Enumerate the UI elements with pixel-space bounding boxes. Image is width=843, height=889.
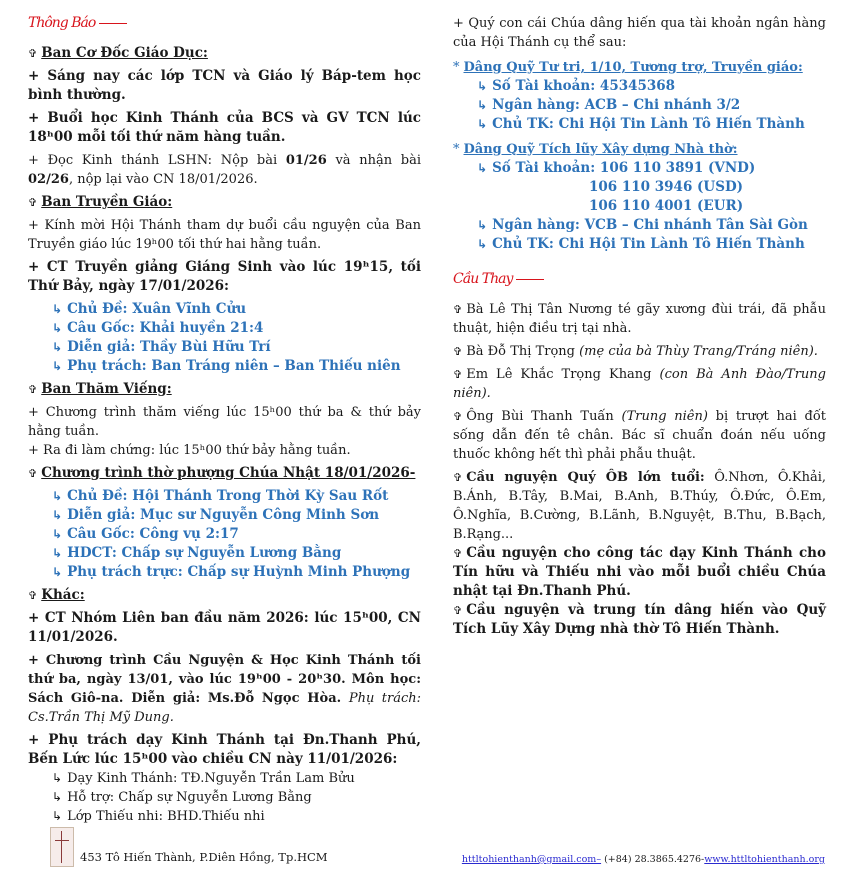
cross-icon: ✞: [453, 471, 463, 484]
hook-arrow-icon: ↳: [52, 771, 63, 785]
cross-icon: ✞: [28, 47, 38, 60]
list-item-text: Ngân hàng: ACB – Chi nhánh 3/2: [492, 97, 741, 113]
text-segment: Bà Lê Thị Tân Nương té gãy xương đùi trái, đã phẫu thuật, hiện điều trị tại nhà.: [453, 302, 826, 336]
list-item-text: 106 110 4001 (EUR): [589, 198, 744, 214]
hook-arrow-icon: ↳: [477, 98, 488, 112]
list-item-text: Số Tài khoản: 45345368: [492, 78, 676, 94]
hook-arrow-icon: ↳: [52, 302, 63, 316]
list-item: [28, 487, 421, 506]
cross-icon: ✞: [28, 589, 38, 602]
text-segment: bị trượt hai đốt sống dẫn đến tê chân. Bác sĩ chuẩn đoán nếu uống thuốc không hết thì phải phẫu thuật.: [453, 409, 827, 462]
paragraph: [453, 468, 826, 544]
fund-heading-label: Dâng Quỹ Tư tri, 1/10, Tương trợ, Truyền giáo:: [463, 60, 803, 75]
hook-arrow-icon: ↳: [477, 117, 488, 131]
cross-icon: ✞: [453, 604, 463, 617]
paragraph: [453, 365, 826, 403]
list-item: [453, 235, 826, 254]
cross-icon: ✞: [453, 345, 463, 358]
text-segment: + Buổi học Kinh Thánh của BCS và GV TCN lúc 18ʰ00 mỗi tối thứ năm hàng tuần.: [28, 110, 421, 145]
list-item-text: Chủ Đề: Xuân Vĩnh Cửu: [67, 301, 247, 317]
list-item: [28, 769, 421, 788]
paragraph: [28, 258, 421, 296]
paragraph: [453, 14, 826, 52]
text-segment: + Phụ trách dạy Kinh Thánh tại Đn.Thanh Phú, Bến Lức lúc 15ʰ00 vào chiều CN này 11/01/2026:: [28, 732, 421, 767]
footer-contact: [462, 854, 825, 865]
section-heading: [28, 44, 421, 63]
cross-icon: ✞: [28, 383, 38, 396]
list-item-text: Ngân hàng: VCB – Chi nhánh Tân Sài Gòn: [492, 217, 808, 233]
list-item-text: Câu Gốc: Khải huyền 21:4: [67, 320, 264, 336]
church-logo: [50, 827, 74, 867]
list-item-text: 106 110 3946 (USD): [589, 179, 744, 195]
list-item: [28, 563, 421, 582]
text-segment: và nhận bài: [326, 153, 421, 168]
spacer: [453, 254, 826, 270]
list-item-text: Hỗ trợ: Chấp sự Nguyễn Lương Bằng: [67, 790, 312, 805]
text-segment: Bà Đỗ Thị Trọng: [466, 344, 580, 359]
asterisk-icon: *: [453, 60, 460, 75]
section-title: [453, 270, 826, 294]
list-item: [453, 96, 826, 115]
paragraph: [28, 151, 421, 189]
fund-heading: [453, 58, 826, 77]
left-column: [28, 14, 421, 826]
text-segment: + CT Truyền giảng Giáng Sinh vào lúc 19ʰ15, tối Thứ Bảy, ngày 17/01/2026:: [28, 259, 421, 294]
hook-arrow-icon: ↳: [52, 565, 63, 579]
list-item: [28, 319, 421, 338]
list-item: [453, 77, 826, 96]
text-segment: Phụ trách: Cs.Trần Thị Mỹ Dung.: [28, 691, 421, 725]
section-heading-label: Khác:: [41, 587, 85, 603]
hook-arrow-icon: ↳: [52, 790, 63, 804]
text-segment: + Chương trình Cầu Nguyện & Học Kinh Thánh tối thứ ba, ngày 13/01, vào lúc 19ʰ00 - 20ʰ30. Môn học: Sách Giô-na. Diễn giả: Ms.Đỗ Ngọc Hòa.: [28, 653, 421, 706]
title-underline: [99, 23, 127, 24]
text-segment: , nộp lại vào CN 18/01/2026.: [68, 172, 258, 187]
text-segment: Cầu nguyện Quý ÔB lớn tuổi:: [466, 470, 705, 485]
list-item-text: Chủ TK: Chi Hội Tin Lành Tô Hiến Thành: [492, 116, 805, 132]
section-heading: [28, 586, 421, 605]
paragraph: [453, 407, 826, 464]
hook-arrow-icon: ↳: [52, 321, 63, 335]
text-segment: + Kính mời Hội Thánh tham dự buổi cầu nguyện của Ban Truyền giáo lúc 19ʰ00 tối thứ hai hằng tuần.: [28, 218, 421, 252]
section-heading-label: Ban Thăm Viếng:: [41, 381, 172, 397]
section-heading: [28, 464, 421, 483]
hook-arrow-icon: ↳: [52, 527, 63, 541]
paragraph: [28, 731, 421, 769]
website-link[interactable]: www.httltohienthanh.org: [704, 854, 825, 865]
paragraph: [28, 109, 421, 147]
paragraph: [28, 216, 421, 254]
section-heading: [28, 380, 421, 399]
list-item: [28, 788, 421, 807]
paragraph: [453, 601, 826, 639]
list-item: [453, 197, 826, 216]
paragraph: [28, 403, 421, 441]
paragraph: [453, 342, 826, 361]
hook-arrow-icon: ↳: [52, 508, 63, 522]
list-item: [28, 338, 421, 357]
list-item: [453, 159, 826, 178]
section-title-text: Thông Báo: [28, 15, 96, 31]
section-title-text: Cầu Thay: [453, 271, 513, 287]
fund-heading: [453, 140, 826, 159]
list-item: [28, 807, 421, 826]
paragraph: [453, 544, 826, 601]
cross-icon: ✞: [28, 196, 38, 209]
paragraph: [453, 300, 826, 338]
hook-arrow-icon: ↳: [52, 340, 63, 354]
cross-icon: ✞: [453, 547, 463, 560]
hook-arrow-icon: ↳: [477, 237, 488, 251]
cross-icon: ✞: [453, 410, 463, 423]
hook-arrow-icon: ↳: [52, 809, 63, 823]
hook-arrow-icon: ↳: [477, 79, 488, 93]
list-item-text: HDCT: Chấp sự Nguyễn Lương Bằng: [67, 545, 342, 561]
right-column: [453, 14, 826, 643]
text-segment: (con Bà Anh Đào/Trung niên).: [453, 367, 826, 401]
list-item: [28, 300, 421, 319]
cross-icon: ✞: [28, 467, 38, 480]
list-item-text: Phụ trách trực: Chấp sự Huỳnh Minh Phượng: [67, 564, 411, 580]
list-item-text: Phụ trách: Ban Tráng niên – Ban Thiếu niên: [67, 358, 401, 374]
text-segment: + Ra đi làm chứng: lúc 15ʰ00 thứ bảy hằng tuần.: [28, 443, 351, 458]
text-segment: (mẹ của bà Thùy Trang/Tráng niên).: [579, 344, 818, 359]
section-heading-label: Ban Cơ Đốc Giáo Dục:: [41, 45, 208, 61]
text-segment: + Đọc Kinh thánh LSHN: Nộp bài: [28, 153, 286, 168]
paragraph: [28, 441, 421, 460]
list-item-text: Dạy Kinh Thánh: TĐ.Nguyễn Trần Lam Bửu: [67, 771, 355, 786]
list-item-text: Lớp Thiếu nhi: BHD.Thiếu nhi: [67, 809, 265, 824]
phone: (+84) 28.3865.4276-: [601, 854, 705, 865]
section-heading-label: Chương trình thờ phượng Chúa Nhật 18/01/2026-: [41, 465, 416, 481]
hook-arrow-icon: ↳: [477, 161, 488, 175]
text-segment: + Chương trình thăm viếng lúc 15ʰ00 thứ ba & thứ bảy hằng tuần.: [28, 405, 421, 439]
text-segment: Cầu nguyện và trung tín dâng hiến vào Quỹ Tích Lũy Xây Dựng nhà thờ Tô Hiến Thành.: [453, 602, 826, 637]
asterisk-icon: *: [453, 142, 460, 157]
text-segment: + CT Nhóm Liên ban đầu năm 2026: lúc 15ʰ00, CN 11/01/2026.: [28, 610, 421, 645]
list-item: [453, 216, 826, 235]
hook-arrow-icon: ↳: [52, 489, 63, 503]
list-item: [28, 506, 421, 525]
text-segment: + Quý con cái Chúa dâng hiến qua tài khoản ngân hàng của Hội Thánh cụ thể sau:: [453, 16, 826, 50]
text-segment: 02/26: [28, 172, 69, 187]
fund-heading-label: Dâng Quỹ Tích lũy Xây dựng Nhà thờ:: [463, 142, 738, 157]
list-item: [28, 544, 421, 563]
hook-arrow-icon: ↳: [52, 546, 63, 560]
paragraph: [28, 609, 421, 647]
paragraph: [28, 651, 421, 727]
paragraph: [28, 67, 421, 105]
list-item-text: Chủ TK: Chi Hội Tin Lành Tô Hiến Thành: [492, 236, 805, 252]
list-item: [453, 178, 826, 197]
text-segment: Ô.Nhơn, Ô.Khải, B.Ánh, B.Tây, B.Mai, B.Anh, B.Thúy, Ô.Đức, Ô.Em, Ô.Nghĩa, B.Cường, B.Lãnh, B.Nguyệt, B.Thu, B.Bạch, B.Rạng...: [453, 470, 826, 542]
email-link[interactable]: httltohienthanh@gmail.com–: [461, 854, 602, 865]
list-item-text: Số Tài khoản: 106 110 3891 (VND): [492, 160, 756, 176]
list-item-text: Diễn giả: Mục sư Nguyễn Công Minh Sơn: [67, 507, 380, 523]
list-item-text: Chủ Đề: Hội Thánh Trong Thời Kỳ Sau Rốt: [67, 488, 389, 504]
section-title: [28, 14, 421, 38]
text-segment: Ông Bùi Thanh Tuấn: [466, 409, 622, 424]
section-heading-label: Ban Truyền Giáo:: [41, 194, 173, 210]
list-item-text: Câu Gốc: Công vụ 2:17: [67, 526, 239, 542]
cross-icon: ✞: [453, 368, 463, 381]
text-segment: Em Lê Khắc Trọng Khang: [466, 367, 660, 382]
list-item: [28, 357, 421, 376]
text-segment: (Trung niên): [621, 409, 708, 424]
list-item-text: Diễn giả: Thầy Bùi Hữu Trí: [67, 339, 271, 355]
cross-icon: ✞: [453, 303, 463, 316]
title-underline: [516, 279, 544, 280]
text-segment: 01/26: [285, 153, 327, 168]
text-segment: + Sáng nay các lớp TCN và Giáo lý Báp-tem học bình thường.: [28, 68, 421, 103]
hook-arrow-icon: ↳: [52, 359, 63, 373]
text-segment: Cầu nguyện cho công tác dạy Kinh Thánh cho Tín hữu và Thiếu nhi vào mỗi buổi chiều Chúa nhật tại Đn.Thanh Phú.: [453, 545, 826, 599]
section-heading: [28, 193, 421, 212]
footer-address: 453 Tô Hiến Thành, P.Diên Hồng, Tp.HCM: [80, 850, 328, 864]
list-item: [453, 115, 826, 134]
list-item: [28, 525, 421, 544]
hook-arrow-icon: ↳: [477, 218, 488, 232]
